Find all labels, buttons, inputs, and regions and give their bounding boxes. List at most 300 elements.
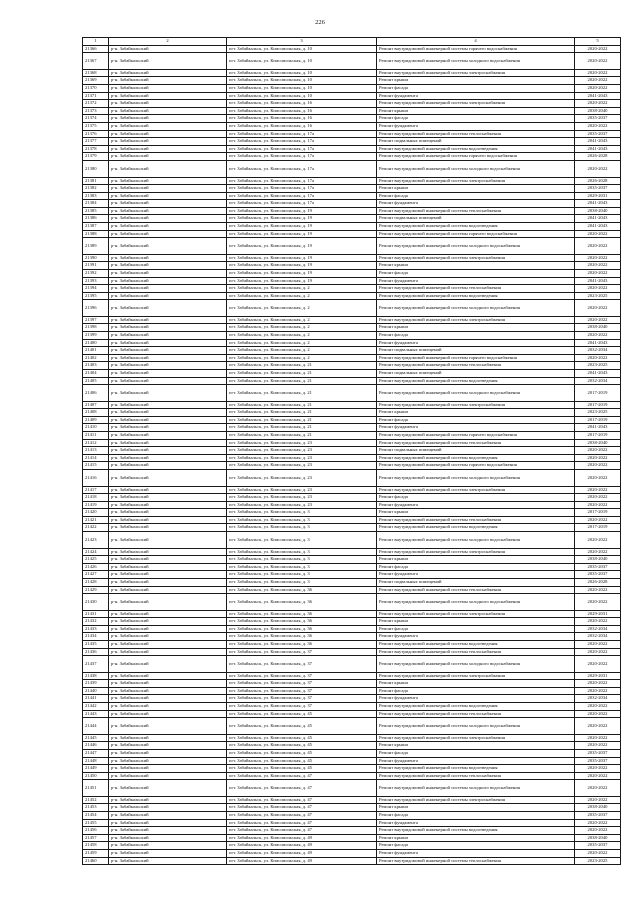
row-number-cell: 21457 — [83, 834, 109, 842]
work-type-cell: Ремонт внутридомовой инженерной системы водоотведения — [377, 377, 575, 385]
table-row — [83, 804, 621, 812]
row-number-cell: 21379 — [83, 153, 109, 161]
address-cell: пгт. Забайкальск, ул. Комсомольская, д. 47 — [227, 812, 377, 820]
table-row — [83, 470, 621, 487]
address-cell: пгт. Забайкальск, ул. Комсомольская, д. 19 — [227, 262, 377, 270]
work-type-cell: Ремонт внутридомовой инженерной системы теплоснабжения — [377, 362, 575, 370]
row-number-cell: 21377 — [83, 138, 109, 146]
work-type-cell: Ремонт внутридомовой инженерной системы электроснабжения — [377, 672, 575, 680]
district-cell: р-н. Забайкальский — [109, 230, 227, 238]
table-row — [83, 285, 621, 293]
period-cell: 2032-2034 — [575, 377, 621, 385]
work-type-cell: Ремонт внутридомовой инженерной системы электроснабжения — [377, 548, 575, 556]
work-type-cell: Ремонт внутридомовой инженерной системы водоотведения — [377, 454, 575, 462]
row-number-cell: 21411 — [83, 432, 109, 440]
address-cell: пгт. Забайкальск, ул. Комсомольская, д. 47 — [227, 804, 377, 812]
district-cell: р-н. Забайкальский — [109, 85, 227, 93]
address-cell: пгт. Забайкальск, ул. Комсомольская, д. 45 — [227, 710, 377, 718]
work-type-cell: Ремонт внутридомовой инженерной системы теплоснабжения — [377, 285, 575, 293]
work-type-cell: Ремонт внутридомовой инженерной системы теплоснабжения — [377, 857, 575, 865]
address-cell: пгт. Забайкальск, ул. Комсомольская, д. 17а — [227, 130, 377, 138]
table-row — [83, 641, 621, 649]
period-cell: 2041-2043 — [575, 424, 621, 432]
work-type-cell: Ремонт внутридомовой инженерной системы теплоснабжения — [377, 586, 575, 594]
district-cell: р-н. Забайкальский — [109, 703, 227, 711]
table-row — [83, 207, 621, 215]
table-row — [83, 849, 621, 857]
address-cell: пгт. Забайкальск, ул. Комсомольская, д. 19 — [227, 269, 377, 277]
work-type-cell: Ремонт фундамента — [377, 424, 575, 432]
row-number-cell: 21384 — [83, 200, 109, 208]
table-row — [83, 123, 621, 131]
address-cell: пгт. Забайкальск, ул. Комсомольская, д. 16 — [227, 100, 377, 108]
period-cell: 2029-2031 — [575, 192, 621, 200]
work-type-cell: Ремонт подвальных помещений — [377, 215, 575, 223]
address-cell: пгт. Забайкальск, ул. Комсомольская, д. 36 — [227, 625, 377, 633]
period-cell: 2020-2022 — [575, 494, 621, 502]
work-type-cell: Ремонт внутридомовой инженерной системы водоотведения — [377, 641, 575, 649]
district-cell: р-н. Забайкальский — [109, 710, 227, 718]
period-cell: 2035-2037 — [575, 185, 621, 193]
row-number-cell: 21366 — [83, 45, 109, 53]
table-row — [83, 486, 621, 494]
period-cell: 2017-2019 — [575, 524, 621, 532]
work-type-cell: Ремонт фасада — [377, 563, 575, 571]
period-cell: 2020-2022 — [575, 648, 621, 656]
work-type-cell: Ремонт фундамента — [377, 757, 575, 765]
row-number-cell: 21401 — [83, 347, 109, 355]
table-row — [83, 742, 621, 750]
period-cell: 2032-2034 — [575, 347, 621, 355]
work-type-cell: Ремонт внутридомовой инженерной системы водоотведения — [377, 765, 575, 773]
period-cell: 2020-2022 — [575, 462, 621, 470]
work-type-cell: Ремонт внутридомовой инженерной системы холодного водоснабжения — [377, 718, 575, 735]
table-row — [83, 432, 621, 440]
address-cell: пгт. Забайкальск, ул. Комсомольская, д. 10 — [227, 77, 377, 85]
row-number-cell: 21423 — [83, 532, 109, 549]
row-number-cell: 21367 — [83, 53, 109, 70]
row-number-cell: 21448 — [83, 757, 109, 765]
table-row — [83, 462, 621, 470]
district-cell: р-н. Забайкальский — [109, 177, 227, 185]
address-cell: пгт. Забайкальск, ул. Комсомольская, д. 21 — [227, 377, 377, 385]
work-type-cell: Ремонт внутридомовой инженерной системы электроснабжения — [377, 486, 575, 494]
row-number-cell: 21460 — [83, 857, 109, 865]
district-cell: р-н. Забайкальский — [109, 432, 227, 440]
district-cell: р-н. Забайкальский — [109, 347, 227, 355]
table-row — [83, 765, 621, 773]
period-cell: 2041-2043 — [575, 145, 621, 153]
table-row — [83, 262, 621, 270]
period-cell: 2020-2022 — [575, 238, 621, 255]
page-number: 226 — [315, 19, 325, 26]
district-cell: р-н. Забайкальский — [109, 377, 227, 385]
work-type-cell: Ремонт фундамента — [377, 633, 575, 641]
period-cell: 2020-2022 — [575, 548, 621, 556]
table-row — [83, 300, 621, 317]
work-type-cell: Ремонт подвальных помещений — [377, 347, 575, 355]
work-type-cell: Ремонт внутридомовой инженерной системы горячего водоснабжения — [377, 432, 575, 440]
table-row — [83, 385, 621, 402]
period-cell: 2020-2022 — [575, 586, 621, 594]
table-row — [83, 796, 621, 804]
period-cell: 2020-2022 — [575, 285, 621, 293]
table-row — [83, 578, 621, 586]
address-cell: пгт. Забайкальск, ул. Комсомольская, д. 21 — [227, 401, 377, 409]
address-cell: пгт. Забайкальск, ул. Комсомольская, д. 10 — [227, 45, 377, 53]
work-type-cell: Ремонт крыши — [377, 324, 575, 332]
address-cell: пгт. Забайкальск, ул. Комсомольская, д. 17а — [227, 145, 377, 153]
table-row — [83, 618, 621, 626]
period-cell: 2020-2022 — [575, 641, 621, 649]
address-cell: пгт. Забайкальск, ул. Комсомольская, д. 45 — [227, 718, 377, 735]
district-cell: р-н. Забайкальский — [109, 594, 227, 611]
table-row — [83, 516, 621, 524]
district-cell: р-н. Забайкальский — [109, 447, 227, 455]
address-cell: пгт. Забайкальск, ул. Комсомольская, д. 36 — [227, 610, 377, 618]
address-cell: пгт. Забайкальск, ул. Комсомольская, д. 47 — [227, 796, 377, 804]
district-cell: р-н. Забайкальский — [109, 69, 227, 77]
table-row — [83, 161, 621, 178]
district-cell: р-н. Забайкальский — [109, 757, 227, 765]
district-cell: р-н. Забайкальский — [109, 687, 227, 695]
table-row — [83, 53, 621, 70]
row-number-cell: 21417 — [83, 486, 109, 494]
period-cell: 2020-2022 — [575, 100, 621, 108]
address-cell: пгт. Забайкальск, ул. Комсомольская, д. 37 — [227, 656, 377, 673]
row-number-cell: 21458 — [83, 842, 109, 850]
table-row — [83, 703, 621, 711]
period-cell: 2038-2040 — [575, 804, 621, 812]
period-cell: 2020-2022 — [575, 354, 621, 362]
table-row — [83, 633, 621, 641]
period-cell: 2020-2022 — [575, 796, 621, 804]
table-row — [83, 377, 621, 385]
table-row — [83, 718, 621, 735]
work-type-cell: Ремонт внутридомовой инженерной системы водоотведения — [377, 145, 575, 153]
work-type-cell: Ремонт внутридомовой инженерной системы электроснабжения — [377, 610, 575, 618]
work-type-cell: Ремонт подвальных помещений — [377, 369, 575, 377]
table-row — [83, 834, 621, 842]
district-cell: р-н. Забайкальский — [109, 362, 227, 370]
address-cell: пгт. Забайкальск, ул. Комсомольская, д. 49 — [227, 857, 377, 865]
district-cell: р-н. Забайкальский — [109, 742, 227, 750]
address-cell: пгт. Забайкальск, ул. Комсомольская, д. 47 — [227, 772, 377, 780]
table-row — [83, 92, 621, 100]
period-cell: 2020-2022 — [575, 161, 621, 178]
district-cell: р-н. Забайкальский — [109, 332, 227, 340]
period-cell: 2020-2022 — [575, 486, 621, 494]
work-type-cell: Ремонт фасада — [377, 687, 575, 695]
address-cell: пгт. Забайкальск, ул. Комсомольская, д. 17а — [227, 192, 377, 200]
address-cell: пгт. Забайкальск, ул. Комсомольская, д. 37 — [227, 703, 377, 711]
district-cell: р-н. Забайкальский — [109, 734, 227, 742]
table-row — [83, 494, 621, 502]
period-cell: 2023-2025 — [575, 857, 621, 865]
period-cell: 2029-2031 — [575, 672, 621, 680]
district-cell: р-н. Забайкальский — [109, 672, 227, 680]
work-type-cell: Ремонт внутридомовой инженерной системы холодного водоснабжения — [377, 238, 575, 255]
address-cell: пгт. Забайкальск, ул. Комсомольская, д. 37 — [227, 648, 377, 656]
row-number-cell: 21405 — [83, 377, 109, 385]
work-type-cell: Ремонт внутридомовой инженерной системы холодного водоснабжения — [377, 385, 575, 402]
work-type-cell: Ремонт крыши — [377, 509, 575, 517]
work-type-cell: Ремонт внутридомовой инженерной системы горячего водоснабжения — [377, 230, 575, 238]
work-type-cell: Ремонт внутридомовой инженерной системы теплоснабжения — [377, 648, 575, 656]
work-type-cell: Ремонт крыши — [377, 834, 575, 842]
row-number-cell: 21441 — [83, 695, 109, 703]
district-cell: р-н. Забайкальский — [109, 625, 227, 633]
row-number-cell: 21429 — [83, 586, 109, 594]
district-cell: р-н. Забайкальский — [109, 145, 227, 153]
row-number-cell: 21456 — [83, 827, 109, 835]
row-number-cell: 21408 — [83, 409, 109, 417]
table-row — [83, 69, 621, 77]
work-type-cell: Ремонт внутридомовой инженерной системы теплоснабжения — [377, 207, 575, 215]
work-type-cell: Ремонт внутридомовой инженерной системы теплоснабжения — [377, 439, 575, 447]
table-row — [83, 45, 621, 53]
row-number-cell: 21404 — [83, 369, 109, 377]
table-row — [83, 138, 621, 146]
address-cell: пгт. Забайкальск, ул. Комсомольская, д. 3 — [227, 524, 377, 532]
table-row — [83, 447, 621, 455]
row-number-cell: 21369 — [83, 77, 109, 85]
district-cell: р-н. Забайкальский — [109, 749, 227, 757]
address-cell: пгт. Забайкальск, ул. Комсомольская, д. 2 — [227, 332, 377, 340]
period-cell: 2020-2022 — [575, 230, 621, 238]
address-cell: пгт. Забайкальск, ул. Комсомольская, д. 10 — [227, 69, 377, 77]
district-cell: р-н. Забайкальский — [109, 454, 227, 462]
district-cell: р-н. Забайкальский — [109, 812, 227, 820]
row-number-cell: 21452 — [83, 796, 109, 804]
table-row — [83, 192, 621, 200]
row-number-cell: 21419 — [83, 501, 109, 509]
district-cell: р-н. Забайкальский — [109, 354, 227, 362]
period-cell: 2026-2028 — [575, 153, 621, 161]
period-cell: 2035-2037 — [575, 130, 621, 138]
row-number-cell: 21432 — [83, 618, 109, 626]
address-cell: пгт. Забайкальск, ул. Комсомольская, д. 23 — [227, 462, 377, 470]
row-number-cell: 21422 — [83, 524, 109, 532]
district-cell: р-н. Забайкальский — [109, 107, 227, 115]
address-cell: пгт. Забайкальск, ул. Комсомольская, д. 17а — [227, 153, 377, 161]
table-row — [83, 324, 621, 332]
district-cell: р-н. Забайкальский — [109, 200, 227, 208]
row-number-cell: 21455 — [83, 819, 109, 827]
row-number-cell: 21387 — [83, 223, 109, 231]
address-cell: пгт. Забайкальск, ул. Комсомольская, д. 21 — [227, 432, 377, 440]
district-cell: р-н. Забайкальский — [109, 292, 227, 300]
row-number-cell: 21380 — [83, 161, 109, 178]
table-row — [83, 223, 621, 231]
row-number-cell: 21424 — [83, 548, 109, 556]
address-cell: пгт. Забайкальск, ул. Комсомольская, д. 45 — [227, 734, 377, 742]
work-type-cell: Ремонт внутридомовой инженерной системы водоотведения — [377, 827, 575, 835]
table-row — [83, 819, 621, 827]
row-number-cell: 21371 — [83, 92, 109, 100]
address-cell: пгт. Забайкальск, ул. Комсомольская, д. 2 — [227, 347, 377, 355]
address-cell: пгт. Забайкальск, ул. Комсомольская, д. 36 — [227, 641, 377, 649]
work-type-cell: Ремонт внутридомовой инженерной системы водоотведения — [377, 524, 575, 532]
district-cell: р-н. Забайкальский — [109, 277, 227, 285]
address-cell: пгт. Забайкальск, ул. Комсомольская, д. 37 — [227, 672, 377, 680]
district-cell: р-н. Забайкальский — [109, 185, 227, 193]
table-row — [83, 734, 621, 742]
work-type-cell: Ремонт внутридомовой инженерной системы холодного водоснабжения — [377, 656, 575, 673]
work-type-cell: Ремонт фасада — [377, 749, 575, 757]
row-number-cell: 21395 — [83, 292, 109, 300]
row-number-cell: 21398 — [83, 324, 109, 332]
period-cell: 2020-2022 — [575, 332, 621, 340]
work-type-cell: Ремонт фасада — [377, 192, 575, 200]
work-type-cell: Ремонт фундамента — [377, 501, 575, 509]
address-cell: пгт. Забайкальск, ул. Комсомольская, д. 23 — [227, 439, 377, 447]
table-row — [83, 827, 621, 835]
district-cell: р-н. Забайкальский — [109, 316, 227, 324]
district-cell: р-н. Забайкальский — [109, 153, 227, 161]
address-cell: пгт. Забайкальск, ул. Комсомольская, д. 37 — [227, 687, 377, 695]
district-cell: р-н. Забайкальский — [109, 269, 227, 277]
address-cell: пгт. Забайкальск, ул. Комсомольская, д. 3 — [227, 509, 377, 517]
district-cell: р-н. Забайкальский — [109, 300, 227, 317]
table-row — [83, 672, 621, 680]
work-type-cell: Ремонт фасада — [377, 416, 575, 424]
address-cell: пгт. Забайкальск, ул. Комсомольская, д. 37 — [227, 680, 377, 688]
district-cell: р-н. Забайкальский — [109, 115, 227, 123]
address-cell: пгт. Забайкальск, ул. Комсомольская, д. 49 — [227, 842, 377, 850]
address-cell: пгт. Забайкальск, ул. Комсомольская, д. 23 — [227, 501, 377, 509]
address-cell: пгт. Забайкальск, ул. Комсомольская, д. 45 — [227, 765, 377, 773]
row-number-cell: 21402 — [83, 354, 109, 362]
district-cell: р-н. Забайкальский — [109, 648, 227, 656]
period-cell: 2020-2022 — [575, 718, 621, 735]
table-row — [83, 680, 621, 688]
period-cell: 2035-2037 — [575, 115, 621, 123]
row-number-cell: 21393 — [83, 277, 109, 285]
table-body — [83, 38, 621, 865]
district-cell: р-н. Забайкальский — [109, 223, 227, 231]
table-row — [83, 153, 621, 161]
row-number-cell: 21418 — [83, 494, 109, 502]
district-cell: р-н. Забайкальский — [109, 556, 227, 564]
table-row — [83, 439, 621, 447]
table-row — [83, 145, 621, 153]
district-cell: р-н. Забайкальский — [109, 656, 227, 673]
period-cell: 2020-2022 — [575, 447, 621, 455]
row-number-cell: 21391 — [83, 262, 109, 270]
work-type-cell: Ремонт фундамента — [377, 92, 575, 100]
row-number-cell: 21382 — [83, 185, 109, 193]
address-cell: пгт. Забайкальск, ул. Комсомольская, д. 2 — [227, 354, 377, 362]
district-cell: р-н. Забайкальский — [109, 470, 227, 487]
period-cell: 2020-2022 — [575, 849, 621, 857]
address-cell: пгт. Забайкальск, ул. Комсомольская, д. 23 — [227, 486, 377, 494]
work-type-cell: Ремонт фасада — [377, 625, 575, 633]
table-row — [83, 656, 621, 673]
district-cell: р-н. Забайкальский — [109, 586, 227, 594]
table-row — [83, 695, 621, 703]
period-cell: 2020-2022 — [575, 734, 621, 742]
period-cell: 2035-2037 — [575, 749, 621, 757]
address-cell: пгт. Забайкальск, ул. Комсомольская, д. 3 — [227, 578, 377, 586]
row-number-cell: 21368 — [83, 69, 109, 77]
period-cell: 2035-2037 — [575, 563, 621, 571]
table-row — [83, 556, 621, 564]
period-cell: 2041-2043 — [575, 339, 621, 347]
repair-schedule-table — [82, 37, 621, 865]
row-number-cell: 21413 — [83, 447, 109, 455]
column-header-3: 3 — [227, 38, 377, 46]
row-number-cell: 21428 — [83, 578, 109, 586]
row-number-cell: 21436 — [83, 648, 109, 656]
row-number-cell: 21407 — [83, 401, 109, 409]
district-cell: р-н. Забайкальский — [109, 254, 227, 262]
period-cell: 2038-2040 — [575, 207, 621, 215]
district-cell: р-н. Забайкальский — [109, 772, 227, 780]
period-cell: 2020-2022 — [575, 765, 621, 773]
table-row — [83, 115, 621, 123]
period-cell: 2038-2040 — [575, 107, 621, 115]
work-type-cell: Ремонт фасада — [377, 269, 575, 277]
table-row — [83, 524, 621, 532]
row-number-cell: 21373 — [83, 107, 109, 115]
district-cell: р-н. Забайкальский — [109, 409, 227, 417]
row-number-cell: 21399 — [83, 332, 109, 340]
district-cell: р-н. Забайкальский — [109, 369, 227, 377]
period-cell: 2017-2019 — [575, 385, 621, 402]
period-cell: 2017-2019 — [575, 401, 621, 409]
period-cell: 2023-2025 — [575, 362, 621, 370]
table-row — [83, 454, 621, 462]
district-cell: р-н. Забайкальский — [109, 285, 227, 293]
row-number-cell: 21434 — [83, 633, 109, 641]
work-type-cell: Ремонт фундамента — [377, 277, 575, 285]
period-cell: 2020-2022 — [575, 618, 621, 626]
row-number-cell: 21412 — [83, 439, 109, 447]
address-cell: пгт. Забайкальск, ул. Комсомольская, д. 47 — [227, 780, 377, 797]
period-cell: 2020-2022 — [575, 45, 621, 53]
work-type-cell: Ремонт крыши — [377, 107, 575, 115]
address-cell: пгт. Забайкальск, ул. Комсомольская, д. 2 — [227, 316, 377, 324]
row-number-cell: 21372 — [83, 100, 109, 108]
row-number-cell: 21427 — [83, 571, 109, 579]
district-cell: р-н. Забайкальский — [109, 571, 227, 579]
row-number-cell: 21375 — [83, 123, 109, 131]
district-cell: р-н. Забайкальский — [109, 857, 227, 865]
period-cell: 2032-2034 — [575, 695, 621, 703]
work-type-cell: Ремонт фасада — [377, 842, 575, 850]
address-cell: пгт. Забайкальск, ул. Комсомольская, д. 17а — [227, 177, 377, 185]
address-cell: пгт. Забайкальск, ул. Комсомольская, д. 3 — [227, 548, 377, 556]
table-row — [83, 648, 621, 656]
row-number-cell: 21425 — [83, 556, 109, 564]
work-type-cell: Ремонт крыши — [377, 618, 575, 626]
district-cell: р-н. Забайкальский — [109, 45, 227, 53]
work-type-cell: Ремонт крыши — [377, 185, 575, 193]
address-cell: пгт. Забайкальск, ул. Комсомольская, д. 16 — [227, 123, 377, 131]
period-cell: 2038-2040 — [575, 834, 621, 842]
work-type-cell: Ремонт внутридомовой инженерной системы холодного водоснабжения — [377, 161, 575, 178]
work-type-cell: Ремонт внутридомовой инженерной системы горячего водоснабжения — [377, 462, 575, 470]
table-row — [83, 401, 621, 409]
period-cell: 2041-2043 — [575, 92, 621, 100]
period-cell: 2020-2022 — [575, 532, 621, 549]
district-cell: р-н. Забайкальский — [109, 192, 227, 200]
work-type-cell: Ремонт фундамента — [377, 339, 575, 347]
address-cell: пгт. Забайкальск, ул. Комсомольская, д. 36 — [227, 594, 377, 611]
district-cell: р-н. Забайкальский — [109, 215, 227, 223]
work-type-cell: Ремонт внутридомовой инженерной системы горячего водоснабжения — [377, 153, 575, 161]
